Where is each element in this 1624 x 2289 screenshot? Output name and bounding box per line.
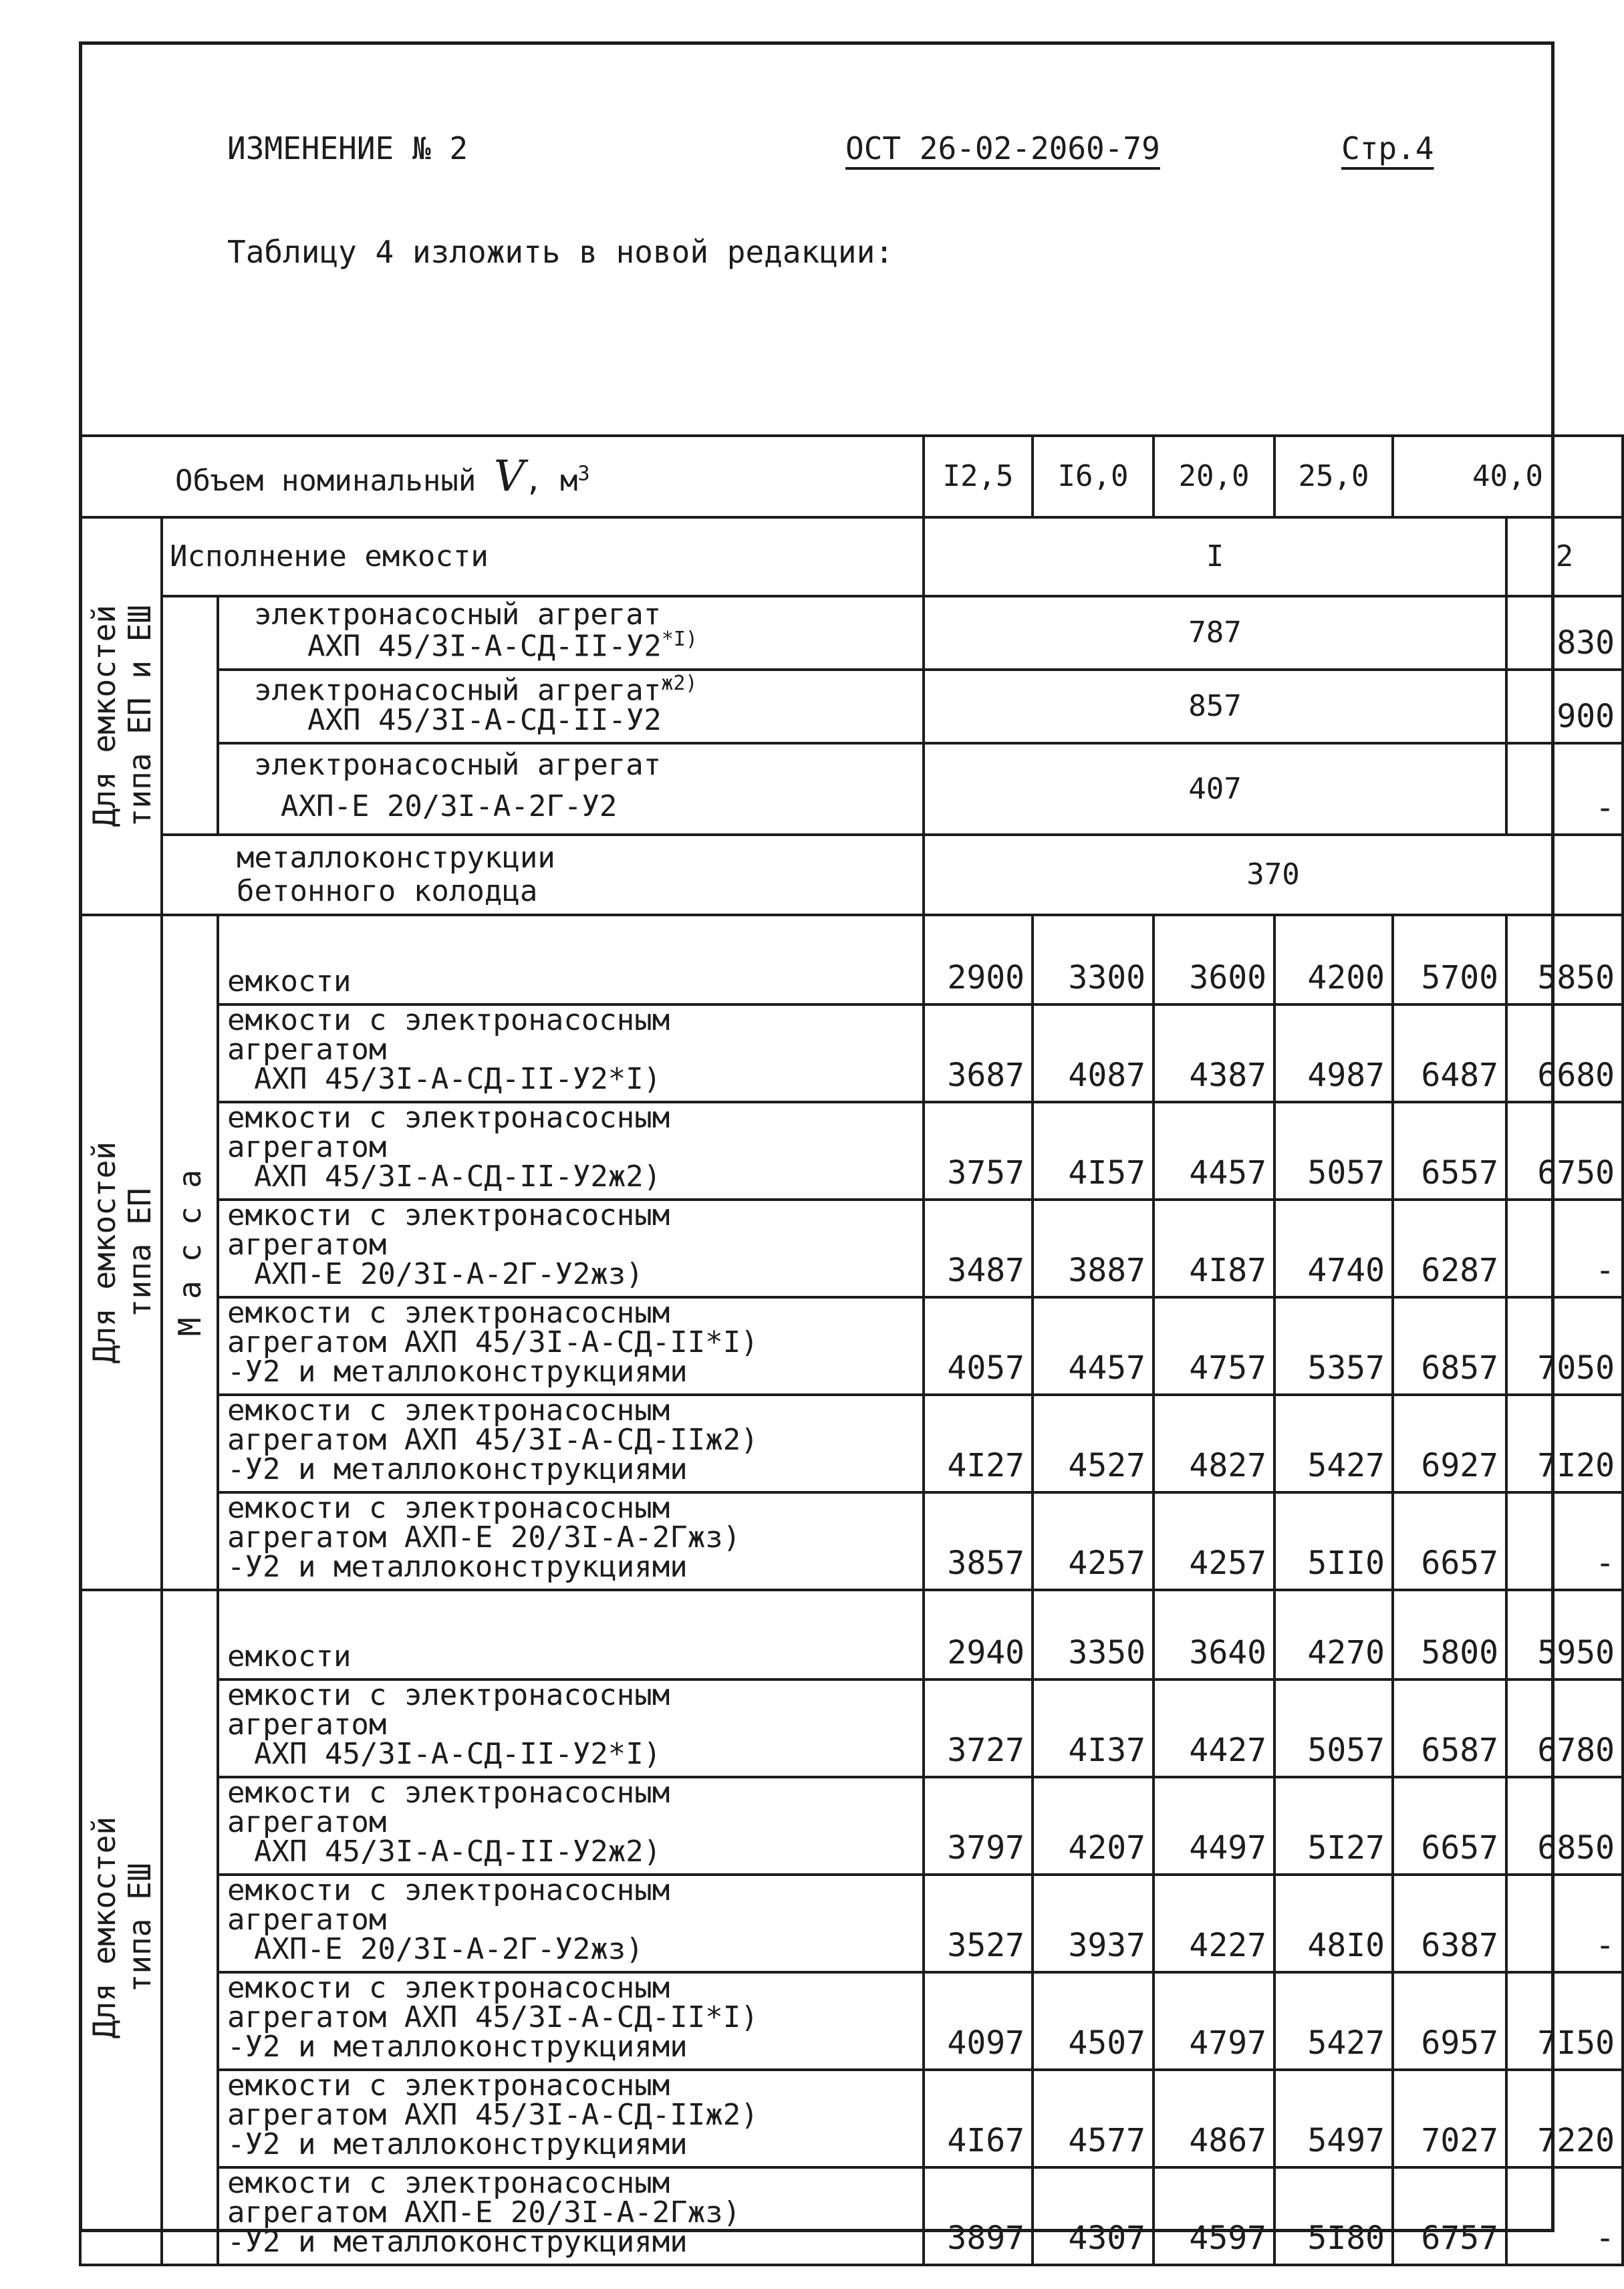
top-row-line: электронасосный агрегат	[254, 748, 662, 782]
mass-value: 4I27	[924, 1395, 1033, 1492]
mass-value: 7027	[1393, 2070, 1506, 2167]
mass-value: 4740	[1274, 1200, 1393, 1297]
top-row-line: АХП-Е 20/3I-А-2Г-У2	[281, 789, 618, 823]
mass-value: 3527	[924, 1875, 1033, 1972]
mass-row-line: АХП 45/3I-А-СД-II-У2ж2)	[254, 1835, 662, 1869]
volume-value: I6,0	[1033, 436, 1154, 517]
footnote-mark: ж2)	[661, 672, 698, 696]
mass-row-label	[218, 1102, 924, 1200]
mass-value: 4387	[1154, 1004, 1274, 1102]
mass-value: 6957	[1393, 1972, 1506, 2070]
mass-row-line: емкости с электронасосным	[227, 1491, 670, 1526]
mass-row-line: емкости с электронасосным	[227, 1776, 670, 1810]
execution-2: 2	[1506, 517, 1623, 596]
mass-value: 3937	[1033, 1875, 1154, 1972]
mass-value: 5427	[1274, 1395, 1393, 1492]
mass-value: 6780	[1506, 1679, 1623, 1777]
mass-row-line: агрегатом АХП 45/3I-А-СД-IIж2)	[227, 1423, 759, 1458]
mass-row-line: агрегатом	[227, 1228, 387, 1262]
mass-value: 4577	[1033, 2070, 1154, 2167]
mass-row-line: агрегатом АХП 45/3I-А-СД-II*I)	[227, 1325, 759, 1360]
mass-value: -	[1506, 1200, 1623, 1297]
volume-value: I2,5	[924, 436, 1033, 517]
volume-value: 40,0	[1393, 436, 1623, 517]
mass-value: 4497	[1154, 1777, 1274, 1875]
mass-row-line: агрегатом	[227, 1805, 387, 1840]
top-row-value: -	[1506, 743, 1623, 835]
mass-value: 4987	[1274, 1004, 1393, 1102]
mass-row-line: емкости с электронасосным	[227, 1101, 670, 1135]
top-row-value: 787	[924, 596, 1506, 670]
mass-value: 4827	[1154, 1395, 1274, 1492]
mass-value: 4057	[924, 1297, 1033, 1395]
top-row-value: 370	[924, 835, 1623, 915]
top-row-label	[162, 835, 924, 915]
mass-value: -	[1506, 1492, 1623, 1590]
mass-row	[80, 1972, 1623, 2070]
mass-value: 4457	[1033, 1297, 1154, 1395]
mass-row	[80, 1875, 1623, 1972]
mass-row-label	[218, 1590, 924, 1679]
mass-value: 5357	[1274, 1297, 1393, 1395]
mass-row-line: -У2 и металлоконструкциями	[227, 2225, 688, 2260]
mass-value: 3300	[1033, 915, 1154, 1004]
top-row-line: АХП 45/3I-А-СД-II-У2	[307, 703, 662, 737]
mass-row	[80, 1679, 1623, 1777]
group-label-text: Для емкостей типа ЕП	[86, 1141, 158, 1364]
mass-label: М а с с а	[171, 1169, 208, 1336]
top-row-line: электронасосный агрегат	[254, 674, 662, 708]
mass-value: 4867	[1154, 2070, 1274, 2167]
page-number: Стр.4	[1341, 130, 1434, 166]
mass-value: 5I27	[1274, 1777, 1393, 1875]
mass-value: 4507	[1033, 1972, 1154, 2070]
mass-value: 3487	[924, 1200, 1033, 1297]
mass-value: 5950	[1506, 1590, 1623, 1679]
mass-row-line: емкости с электронасосным	[227, 2068, 670, 2103]
mass-row	[80, 1200, 1623, 1297]
mass-value: 4087	[1033, 1004, 1154, 1102]
mass-value: 4207	[1033, 1777, 1154, 1875]
mass-value: 6287	[1393, 1200, 1506, 1297]
mass-row-label	[218, 2070, 924, 2167]
volume-unit: , м	[525, 464, 578, 498]
mass-value: 6557	[1393, 1102, 1506, 1200]
execution-1: I	[924, 517, 1506, 596]
standard-code: ОСТ 26-02-2060-79	[845, 130, 1160, 166]
top-row-value: 830	[1506, 596, 1623, 670]
mass-value: 5427	[1274, 1972, 1393, 2070]
volume-unit-sup: 3	[577, 462, 590, 486]
mass-row-line: -У2 и металлоконструкциями	[227, 2030, 688, 2064]
mass-row-line: агрегатом АХП 45/3I-А-СД-II*I)	[227, 2000, 759, 2035]
volume-row	[80, 436, 1623, 517]
top-row	[80, 670, 1623, 743]
mass-value: 4I67	[924, 2070, 1033, 2167]
mass-row-line: емкости с электронасосным	[227, 1873, 670, 1908]
top-row-label	[218, 596, 924, 670]
mass-value: 7I50	[1506, 1972, 1623, 2070]
mass-row-label	[218, 1679, 924, 1777]
mass-row	[80, 1102, 1623, 1200]
footnote-mark: *I)	[661, 628, 698, 652]
mass-row-label	[218, 2167, 924, 2265]
mass-row-label	[218, 1492, 924, 1590]
mass-value: 5497	[1274, 2070, 1393, 2167]
mass-row-line: агрегатом	[227, 1033, 387, 1067]
mass-value: 3797	[924, 1777, 1033, 1875]
mass-value: 6850	[1506, 1777, 1623, 1875]
mass-value: 4757	[1154, 1297, 1274, 1395]
mass-value: 5057	[1274, 1102, 1393, 1200]
mass-row-label	[218, 1297, 924, 1395]
mass-value: 6487	[1393, 1004, 1506, 1102]
execution-row	[80, 517, 1623, 596]
mass-value: 3757	[924, 1102, 1033, 1200]
mass-row-line: емкости с электронасосным	[227, 1971, 670, 2006]
top-row-label	[218, 670, 924, 743]
mass-value: 4457	[1154, 1102, 1274, 1200]
mass-value: 4797	[1154, 1972, 1274, 2070]
mass-value: 7050	[1506, 1297, 1623, 1395]
top-row-value: 900	[1506, 670, 1623, 743]
mass-value: -	[1506, 2167, 1623, 2265]
mass-value: 4I87	[1154, 1200, 1274, 1297]
mass-row-line: АХП 45/3I-А-СД-II-У2*I)	[254, 1737, 662, 1772]
mass-row	[80, 1395, 1623, 1492]
mass-row-label	[218, 1972, 924, 2070]
group-label-text: Для емкостей типа ЕШ	[86, 1816, 158, 2039]
change-number: ИЗМЕНЕНИЕ № 2	[227, 130, 468, 166]
mass-row-line: АХП-Е 20/3I-А-2Г-У2жз)	[254, 1257, 644, 1292]
mass-row-line: агрегатом	[227, 1903, 387, 1937]
mass-value: 3600	[1154, 915, 1274, 1004]
group-label-ep-epsh	[80, 517, 162, 915]
mass-row	[80, 2070, 1623, 2167]
mass-value: 5I80	[1274, 2167, 1393, 2265]
mass-row-line: АХП 45/3I-А-СД-II-У2*I)	[254, 1062, 662, 1097]
mass-row-line: -У2 и металлоконструкциями	[227, 1550, 688, 1585]
mass-row	[80, 1777, 1623, 1875]
top-row-label	[218, 743, 924, 835]
mass-row-line: агрегатом АХП-Е 20/3I-А-2Гжз)	[227, 1520, 741, 1555]
top-row-line: АХП 45/3I-А-СД-II-У2	[307, 630, 662, 664]
mass-row	[80, 2167, 1623, 2265]
mass-value: 7I20	[1506, 1395, 1623, 1492]
mass-row-line: емкости с электронасосным	[227, 1678, 670, 1713]
top-row-line: бетонного колодца	[237, 874, 538, 909]
volume-value: 20,0	[1154, 436, 1274, 517]
mass-value: 3897	[924, 2167, 1033, 2265]
mass-value: 6680	[1506, 1004, 1623, 1102]
mass-row-label	[218, 1777, 924, 1875]
mass-row	[80, 915, 1623, 1004]
top-row-line: электронасосный агрегат	[254, 597, 662, 632]
mass-value: 4257	[1154, 1492, 1274, 1590]
mass-value: 5850	[1506, 915, 1623, 1004]
mass-value: 3727	[924, 1679, 1033, 1777]
group-label-cell	[80, 915, 162, 1590]
mass-value: 48I0	[1274, 1875, 1393, 1972]
mass-spacer	[162, 596, 218, 835]
mass-row-line: емкости	[227, 964, 352, 999]
mass-row-line: емкости с электронасосным	[227, 1296, 670, 1331]
mass-value: 4I37	[1033, 1679, 1154, 1777]
mass-value: 4270	[1274, 1590, 1393, 1679]
mass-row-label	[218, 1875, 924, 1972]
group-label-cell	[80, 1590, 162, 2265]
mass-row	[80, 1590, 1623, 1679]
mass-row-line: агрегатом АХП-Е 20/3I-А-2Гжз)	[227, 2195, 741, 2230]
mass-value: 6657	[1393, 1492, 1506, 1590]
mass-row-line: -У2 и металлоконструкциями	[227, 1452, 688, 1487]
mass-row-line: емкости с электронасосным	[227, 1393, 670, 1428]
mass-row	[80, 1004, 1623, 1102]
execution-label: Исполнение емкости	[162, 517, 924, 596]
mass-value: 6387	[1393, 1875, 1506, 1972]
mass-row-label	[218, 915, 924, 1004]
mass-value: 6927	[1393, 1395, 1506, 1492]
mass-value: 4597	[1154, 2167, 1274, 2265]
mass-value: 6587	[1393, 1679, 1506, 1777]
group-label-text: Для емкостей типа ЕП и ЕШ	[86, 605, 158, 827]
mass-row-line: агрегатом	[227, 1708, 387, 1742]
mass-row-label	[218, 1200, 924, 1297]
volume-label-cell	[80, 436, 924, 517]
mass-value: 4227	[1154, 1875, 1274, 1972]
mass-row-line: емкости с электронасосным	[227, 1003, 670, 1038]
mass-value: 4427	[1154, 1679, 1274, 1777]
mass-value: 7220	[1506, 2070, 1623, 2167]
mass-value: 5700	[1393, 915, 1506, 1004]
mass-label-cell	[162, 915, 218, 1590]
mass-row-line: -У2 и металлоконструкциями	[227, 2127, 688, 2162]
mass-value: 4I57	[1033, 1102, 1154, 1200]
mass-label-cell	[162, 1590, 218, 2265]
mass-row-line: емкости с электронасосным	[227, 2166, 670, 2201]
mass-value: 3350	[1033, 1590, 1154, 1679]
mass-row-label	[218, 1004, 924, 1102]
mass-row-line: емкости с электронасосным	[227, 1198, 670, 1233]
mass-value: 3887	[1033, 1200, 1154, 1297]
top-row	[80, 743, 1623, 835]
top-row-line: металлоконструкции	[237, 840, 555, 875]
mass-value: 3640	[1154, 1590, 1274, 1679]
mass-value: 5800	[1393, 1590, 1506, 1679]
mass-value: 4200	[1274, 915, 1393, 1004]
mass-row-line: агрегатом АХП 45/3I-А-СД-IIж2)	[227, 2098, 759, 2133]
volume-value: 25,0	[1274, 436, 1393, 517]
mass-value: 4527	[1033, 1395, 1154, 1492]
mass-row-line: -У2 и металлоконструкциями	[227, 1355, 688, 1389]
mass-value: 2940	[924, 1590, 1033, 1679]
top-row-value: 857	[924, 670, 1506, 743]
mass-table	[79, 434, 1624, 2266]
mass-value: 2900	[924, 915, 1033, 1004]
mass-value: 5II0	[1274, 1492, 1393, 1590]
mass-value: 6857	[1393, 1297, 1506, 1395]
mass-row	[80, 1297, 1623, 1395]
mass-value: 6757	[1393, 2167, 1506, 2265]
mass-value: 3687	[924, 1004, 1033, 1102]
mass-value: 3857	[924, 1492, 1033, 1590]
mass-value: -	[1506, 1875, 1623, 1972]
mass-value: 4257	[1033, 1492, 1154, 1590]
intro-text: Таблицу 4 изложить в новой редакции:	[227, 234, 894, 270]
top-row-value: 407	[924, 743, 1506, 835]
top-row	[80, 835, 1623, 915]
mass-row-line: емкости	[227, 1639, 352, 1674]
mass-row-line: агрегатом	[227, 1130, 387, 1165]
mass-row-label	[218, 1395, 924, 1492]
mass-row	[80, 1492, 1623, 1590]
mass-value: 4097	[924, 1972, 1033, 2070]
volume-label: Объем номинальный	[175, 464, 477, 498]
mass-row-line: АХП-Е 20/3I-А-2Г-У2жз)	[254, 1932, 644, 1967]
mass-value: 6657	[1393, 1777, 1506, 1875]
mass-value: 6750	[1506, 1102, 1623, 1200]
top-row	[80, 596, 1623, 670]
mass-row-line: АХП 45/3I-А-СД-II-У2ж2)	[254, 1160, 662, 1194]
mass-value: 5057	[1274, 1679, 1393, 1777]
volume-symbol: V	[493, 452, 525, 501]
mass-value: 4307	[1033, 2167, 1154, 2265]
